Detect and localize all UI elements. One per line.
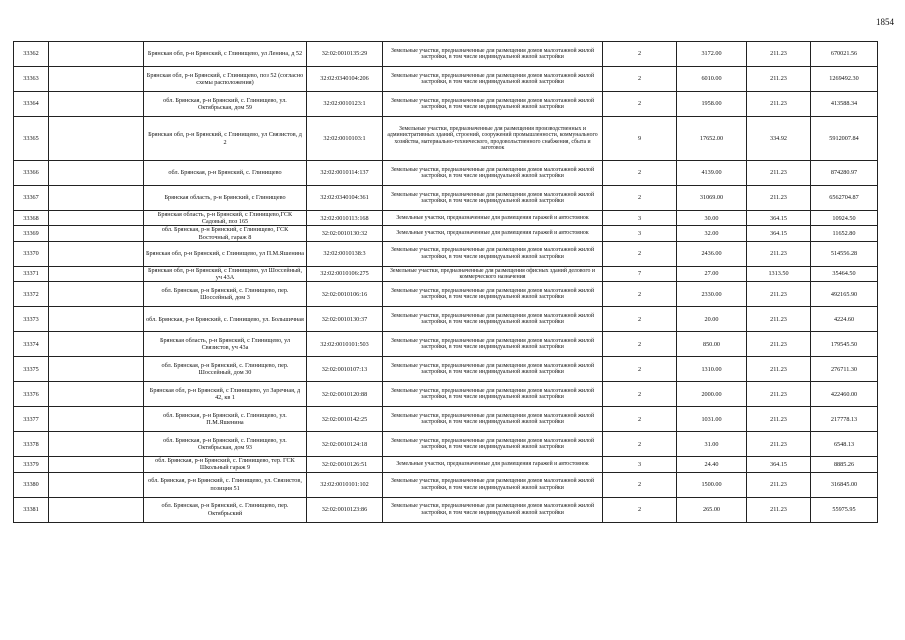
table-row: [14, 407, 878, 432]
purpose-group-cell: 3: [603, 226, 677, 241]
cadastral-value-cell: 11652.80: [811, 226, 878, 241]
row-number-cell: 33368: [14, 211, 49, 226]
land-purpose-cell: Земельные участки, предназначенные для размещения офисных зданий делового и коммерческого назначения: [383, 266, 603, 281]
area-cell: 850.00: [677, 332, 747, 357]
cadastral-number-cell: 32:02:0010106:275: [307, 266, 383, 281]
area-cell: 4139.00: [677, 161, 747, 186]
empty-cell: [49, 407, 144, 432]
purpose-group-cell: 2: [603, 42, 677, 67]
area-cell: 31.00: [677, 432, 747, 457]
row-number-cell: 33365: [14, 117, 49, 161]
specific-value-cell: 211.23: [747, 407, 811, 432]
empty-cell: [49, 67, 144, 92]
land-purpose-cell: Земельные участки, предназначенные для размещения домов малоэтажной жилой застройки, в том числе индивидуальной жилой застройки: [383, 92, 603, 117]
address-cell: обл. Брянская, р-н Брянский, с. Глинищево, тер. ГСК Школьный гараж 9: [144, 457, 307, 472]
cadastral-number-cell: 32:02:0340104:206: [307, 67, 383, 92]
row-number-cell: 33379: [14, 457, 49, 472]
address-cell: Брянская обл, р-н Брянский, с Глинищево, ул Ленина, д 52: [144, 42, 307, 67]
row-number-cell: 33362: [14, 42, 49, 67]
purpose-group-cell: 2: [603, 407, 677, 432]
empty-cell: [49, 161, 144, 186]
empty-cell: [49, 42, 144, 67]
land-purpose-cell: Земельные участки, предназначенные для размещения гаражей и автостоянок: [383, 211, 603, 226]
cadastral-number-cell: 32:02:0010123:86: [307, 497, 383, 522]
row-number-cell: 33367: [14, 186, 49, 211]
cadastral-value-cell: 316845.00: [811, 472, 878, 497]
address-cell: обл. Брянская, р-н Брянский, с. Глинищево, ул. Октябрьская, дом 93: [144, 432, 307, 457]
purpose-group-cell: 2: [603, 332, 677, 357]
table-row: [14, 472, 878, 497]
cadastral-number-cell: 32:02:0010101:102: [307, 472, 383, 497]
purpose-group-cell: 2: [603, 161, 677, 186]
area-cell: 1500.00: [677, 472, 747, 497]
empty-cell: [49, 282, 144, 307]
address-cell: Брянская обл, р-н Брянский, с Глинищево, поз 52 (согласно схемы расположения): [144, 67, 307, 92]
land-purpose-cell: Земельные участки, предназначенные для размещения домов малоэтажной жилой застройки, в том числе индивидуальной жилой застройки: [383, 186, 603, 211]
row-number-cell: 33370: [14, 241, 49, 266]
cadastral-number-cell: 32:02:0010130:32: [307, 226, 383, 241]
specific-value-cell: 211.23: [747, 241, 811, 266]
row-number-cell: 33363: [14, 67, 49, 92]
empty-cell: [49, 497, 144, 522]
address-cell: обл. Брянская, р-н Брянский, с. Глинищево, ул. Октябрьская, дом 59: [144, 92, 307, 117]
cadastral-value-cell: 1269492.30: [811, 67, 878, 92]
address-cell: Брянская область, р-н Брянский, с Глинищево: [144, 186, 307, 211]
specific-value-cell: 364.15: [747, 211, 811, 226]
land-purpose-cell: Земельные участки, предназначенные для размещения гаражей и автостоянок: [383, 226, 603, 241]
empty-cell: [49, 211, 144, 226]
row-number-cell: 33377: [14, 407, 49, 432]
table-row: [14, 332, 878, 357]
empty-cell: [49, 226, 144, 241]
area-cell: 17652.00: [677, 117, 747, 161]
area-cell: 27.00: [677, 266, 747, 281]
area-cell: 20.00: [677, 307, 747, 332]
cadastral-value-cell: 6562704.87: [811, 186, 878, 211]
area-cell: 2000.00: [677, 382, 747, 407]
cadastral-number-cell: 32:02:0010123:1: [307, 92, 383, 117]
specific-value-cell: 1313.50: [747, 266, 811, 281]
empty-cell: [49, 357, 144, 382]
cadastral-number-cell: 32:02:0340104:361: [307, 186, 383, 211]
land-purpose-cell: Земельные участки, предназначенные для размещения гаражей и автостоянок: [383, 457, 603, 472]
address-cell: обл. Брянская, р-н Брянский, с. Глинищево, пер. Октябрьский: [144, 497, 307, 522]
address-cell: Брянская обл, р-н Брянский, с Глинищево, ул П.М.Яшенина: [144, 241, 307, 266]
purpose-group-cell: 7: [603, 266, 677, 281]
cadastral-value-cell: 670021.56: [811, 42, 878, 67]
specific-value-cell: 334.92: [747, 117, 811, 161]
purpose-group-cell: 2: [603, 186, 677, 211]
empty-cell: [49, 92, 144, 117]
cadastral-number-cell: 32:02:0010138:3: [307, 241, 383, 266]
table-row: [14, 241, 878, 266]
cadastral-number-cell: 32:02:0010135:29: [307, 42, 383, 67]
cadastral-value-cell: 179545.50: [811, 332, 878, 357]
table-row: [14, 307, 878, 332]
table-row: [14, 282, 878, 307]
row-number-cell: 33381: [14, 497, 49, 522]
area-cell: 2436.00: [677, 241, 747, 266]
cadastral-value-cell: 8885.26: [811, 457, 878, 472]
purpose-group-cell: 3: [603, 457, 677, 472]
row-number-cell: 33376: [14, 382, 49, 407]
registry-body: [14, 42, 878, 523]
address-cell: обл. Брянская, р-н Брянский, с. Глинищево, ул. Большичная: [144, 307, 307, 332]
specific-value-cell: 211.23: [747, 92, 811, 117]
specific-value-cell: 211.23: [747, 382, 811, 407]
address-cell: Брянская область, р-н Брянский, с Глинищево, ул Связистов, уч 43а: [144, 332, 307, 357]
land-purpose-cell: Земельные участки, предназначенные для размещения домов малоэтажной жилой застройки, в том числе индивидуальной жилой застройки: [383, 42, 603, 67]
address-cell: обл. Брянская, р-н Брянский, с. Глинищево, пер. Шоссейный, дом 30: [144, 357, 307, 382]
purpose-group-cell: 2: [603, 382, 677, 407]
area-cell: 265.00: [677, 497, 747, 522]
cadastral-value-cell: 55975.95: [811, 497, 878, 522]
area-cell: 6010.00: [677, 67, 747, 92]
address-cell: Брянская область, р-н Брянский, с Глинищево,ГСК Садовый, поз 165: [144, 211, 307, 226]
purpose-group-cell: 2: [603, 357, 677, 382]
address-cell: обл. Брянская, р-н Брянский, с. Глинищево: [144, 161, 307, 186]
cadastral-value-cell: 422460.00: [811, 382, 878, 407]
area-cell: 1958.00: [677, 92, 747, 117]
specific-value-cell: 211.23: [747, 42, 811, 67]
land-purpose-cell: Земельные участки, предназначенные для размещения домов малоэтажной жилой застройки, в том числе индивидуальной жилой застройки: [383, 497, 603, 522]
table-row: [14, 211, 878, 226]
table-row: [14, 266, 878, 281]
purpose-group-cell: 2: [603, 241, 677, 266]
cadastral-number-cell: 32:02:0010103:1: [307, 117, 383, 161]
table-row: [14, 161, 878, 186]
cadastral-value-cell: 413588.34: [811, 92, 878, 117]
cadastral-value-cell: 10924.50: [811, 211, 878, 226]
purpose-group-cell: 9: [603, 117, 677, 161]
purpose-group-cell: 2: [603, 497, 677, 522]
cadastral-value-cell: 35464.50: [811, 266, 878, 281]
land-purpose-cell: Земельные участки, предназначенные для размещения домов малоэтажной жилой застройки, в том числе индивидуальной жилой застройки: [383, 472, 603, 497]
cadastral-number-cell: 32:02:0010130:37: [307, 307, 383, 332]
cadastral-number-cell: 32:02:0010120:88: [307, 382, 383, 407]
table-row: [14, 226, 878, 241]
cadastral-number-cell: 32:02:0010106:16: [307, 282, 383, 307]
purpose-group-cell: 2: [603, 307, 677, 332]
cadastral-value-cell: 4224.60: [811, 307, 878, 332]
specific-value-cell: 211.23: [747, 307, 811, 332]
land-purpose-cell: Земельные участки, предназначенные для размещения домов малоэтажной жилой застройки, в том числе индивидуальной жилой застройки: [383, 161, 603, 186]
address-cell: Брянская обл, р-н Брянский, с Глинищево, ул Шоссейный, уч 43А: [144, 266, 307, 281]
cadastral-number-cell: 32:02:0010113:168: [307, 211, 383, 226]
specific-value-cell: 211.23: [747, 161, 811, 186]
page-number: 1854: [876, 17, 894, 27]
table-row: [14, 42, 878, 67]
row-number-cell: 33372: [14, 282, 49, 307]
address-cell: обл. Брянская, р-н Брянский, с. Глинищево, ул. Связистов, позиция 51: [144, 472, 307, 497]
empty-cell: [49, 332, 144, 357]
specific-value-cell: 211.23: [747, 472, 811, 497]
cadastral-number-cell: 32:02:0010114:137: [307, 161, 383, 186]
area-cell: 2330.00: [677, 282, 747, 307]
row-number-cell: 33371: [14, 266, 49, 281]
cadastral-number-cell: 32:02:0010101:503: [307, 332, 383, 357]
cadastral-value-cell: 217778.13: [811, 407, 878, 432]
empty-cell: [49, 307, 144, 332]
empty-cell: [49, 382, 144, 407]
empty-cell: [49, 241, 144, 266]
empty-cell: [49, 432, 144, 457]
empty-cell: [49, 472, 144, 497]
address-cell: Брянская обл, р-н Брянский, с Глинищево, ул Связистов, д 2: [144, 117, 307, 161]
area-cell: 30.00: [677, 211, 747, 226]
area-cell: 3172.00: [677, 42, 747, 67]
row-number-cell: 33380: [14, 472, 49, 497]
cadastral-number-cell: 32:02:0010107:13: [307, 357, 383, 382]
cadastral-number-cell: 32:02:0010126:51: [307, 457, 383, 472]
land-purpose-cell: Земельные участки, предназначенные для размещения домов малоэтажной жилой застройки, в том числе индивидуальной жилой застройки: [383, 407, 603, 432]
row-number-cell: 33369: [14, 226, 49, 241]
land-purpose-cell: Земельные участки, предназначенные для размещения домов малоэтажной жилой застройки, в том числе индивидуальной жилой застройки: [383, 282, 603, 307]
purpose-group-cell: 2: [603, 472, 677, 497]
area-cell: 1031.00: [677, 407, 747, 432]
table-row: [14, 92, 878, 117]
address-cell: обл. Брянская, р-н Брянский, с. Глинищево, пер. Шоссейный, дом 3: [144, 282, 307, 307]
land-purpose-cell: Земельные участки, предназначенные для размещения производственных и административных зданий, строений, сооружений промышленности, коммунального хозяйства, материально-технического, продовольственного снабжения, сбыта и заготовок: [383, 117, 603, 161]
cadastral-value-cell: 874280.97: [811, 161, 878, 186]
table-row: [14, 382, 878, 407]
table-row: [14, 67, 878, 92]
empty-cell: [49, 117, 144, 161]
area-cell: 32.00: [677, 226, 747, 241]
specific-value-cell: 211.23: [747, 497, 811, 522]
specific-value-cell: 211.23: [747, 432, 811, 457]
land-purpose-cell: Земельные участки, предназначенные для размещения домов малоэтажной жилой застройки, в том числе индивидуальной жилой застройки: [383, 357, 603, 382]
table-row: [14, 117, 878, 161]
specific-value-cell: 211.23: [747, 282, 811, 307]
cadastral-value-cell: 6548.13: [811, 432, 878, 457]
empty-cell: [49, 186, 144, 211]
cadastral-value-cell: 492165.90: [811, 282, 878, 307]
empty-cell: [49, 266, 144, 281]
land-purpose-cell: Земельные участки, предназначенные для размещения домов малоэтажной жилой застройки, в том числе индивидуальной жилой застройки: [383, 382, 603, 407]
address-cell: обл. Брянская, р-н Брянский, с. Глинищево, ул. П.М.Яшенина: [144, 407, 307, 432]
land-purpose-cell: Земельные участки, предназначенные для размещения домов малоэтажной жилой застройки, в том числе индивидуальной жилой застройки: [383, 241, 603, 266]
land-purpose-cell: Земельные участки, предназначенные для размещения домов малоэтажной жилой застройки, в том числе индивидуальной жилой застройки: [383, 432, 603, 457]
land-purpose-cell: Земельные участки, предназначенные для размещения домов малоэтажной жилой застройки, в том числе индивидуальной жилой застройки: [383, 307, 603, 332]
land-purpose-cell: Земельные участки, предназначенные для размещения домов малоэтажной жилой застройки, в том числе индивидуальной жилой застройки: [383, 332, 603, 357]
row-number-cell: 33374: [14, 332, 49, 357]
specific-value-cell: 211.23: [747, 332, 811, 357]
specific-value-cell: 364.15: [747, 457, 811, 472]
cadastral-value-cell: 514556.28: [811, 241, 878, 266]
cadastral-registry-table: [13, 41, 878, 523]
table-row: [14, 432, 878, 457]
cadastral-value-cell: 5912007.84: [811, 117, 878, 161]
specific-value-cell: 364.15: [747, 226, 811, 241]
area-cell: 31069.00: [677, 186, 747, 211]
area-cell: 24.40: [677, 457, 747, 472]
address-cell: обл. Брянская, р-н Брянский, с Глинищево, ГСК Восточный, гараж 8: [144, 226, 307, 241]
empty-cell: [49, 457, 144, 472]
row-number-cell: 33366: [14, 161, 49, 186]
table-row: [14, 457, 878, 472]
cadastral-value-cell: 276711.30: [811, 357, 878, 382]
table-row: [14, 497, 878, 522]
land-purpose-cell: Земельные участки, предназначенные для размещения домов малоэтажной жилой застройки, в том числе индивидуальной жилой застройки: [383, 67, 603, 92]
purpose-group-cell: 3: [603, 211, 677, 226]
specific-value-cell: 211.23: [747, 357, 811, 382]
cadastral-number-cell: 32:02:0010124:18: [307, 432, 383, 457]
specific-value-cell: 211.23: [747, 67, 811, 92]
specific-value-cell: 211.23: [747, 186, 811, 211]
purpose-group-cell: 2: [603, 432, 677, 457]
purpose-group-cell: 2: [603, 92, 677, 117]
row-number-cell: 33375: [14, 357, 49, 382]
table-row: [14, 357, 878, 382]
row-number-cell: 33373: [14, 307, 49, 332]
address-cell: Брянская обл, р-н Брянский, с Глинищево, ул Заречная, д 42, кв 1: [144, 382, 307, 407]
area-cell: 1310.00: [677, 357, 747, 382]
row-number-cell: 33378: [14, 432, 49, 457]
purpose-group-cell: 2: [603, 67, 677, 92]
purpose-group-cell: 2: [603, 282, 677, 307]
cadastral-number-cell: 32:02:0010142:25: [307, 407, 383, 432]
row-number-cell: 33364: [14, 92, 49, 117]
table-row: [14, 186, 878, 211]
